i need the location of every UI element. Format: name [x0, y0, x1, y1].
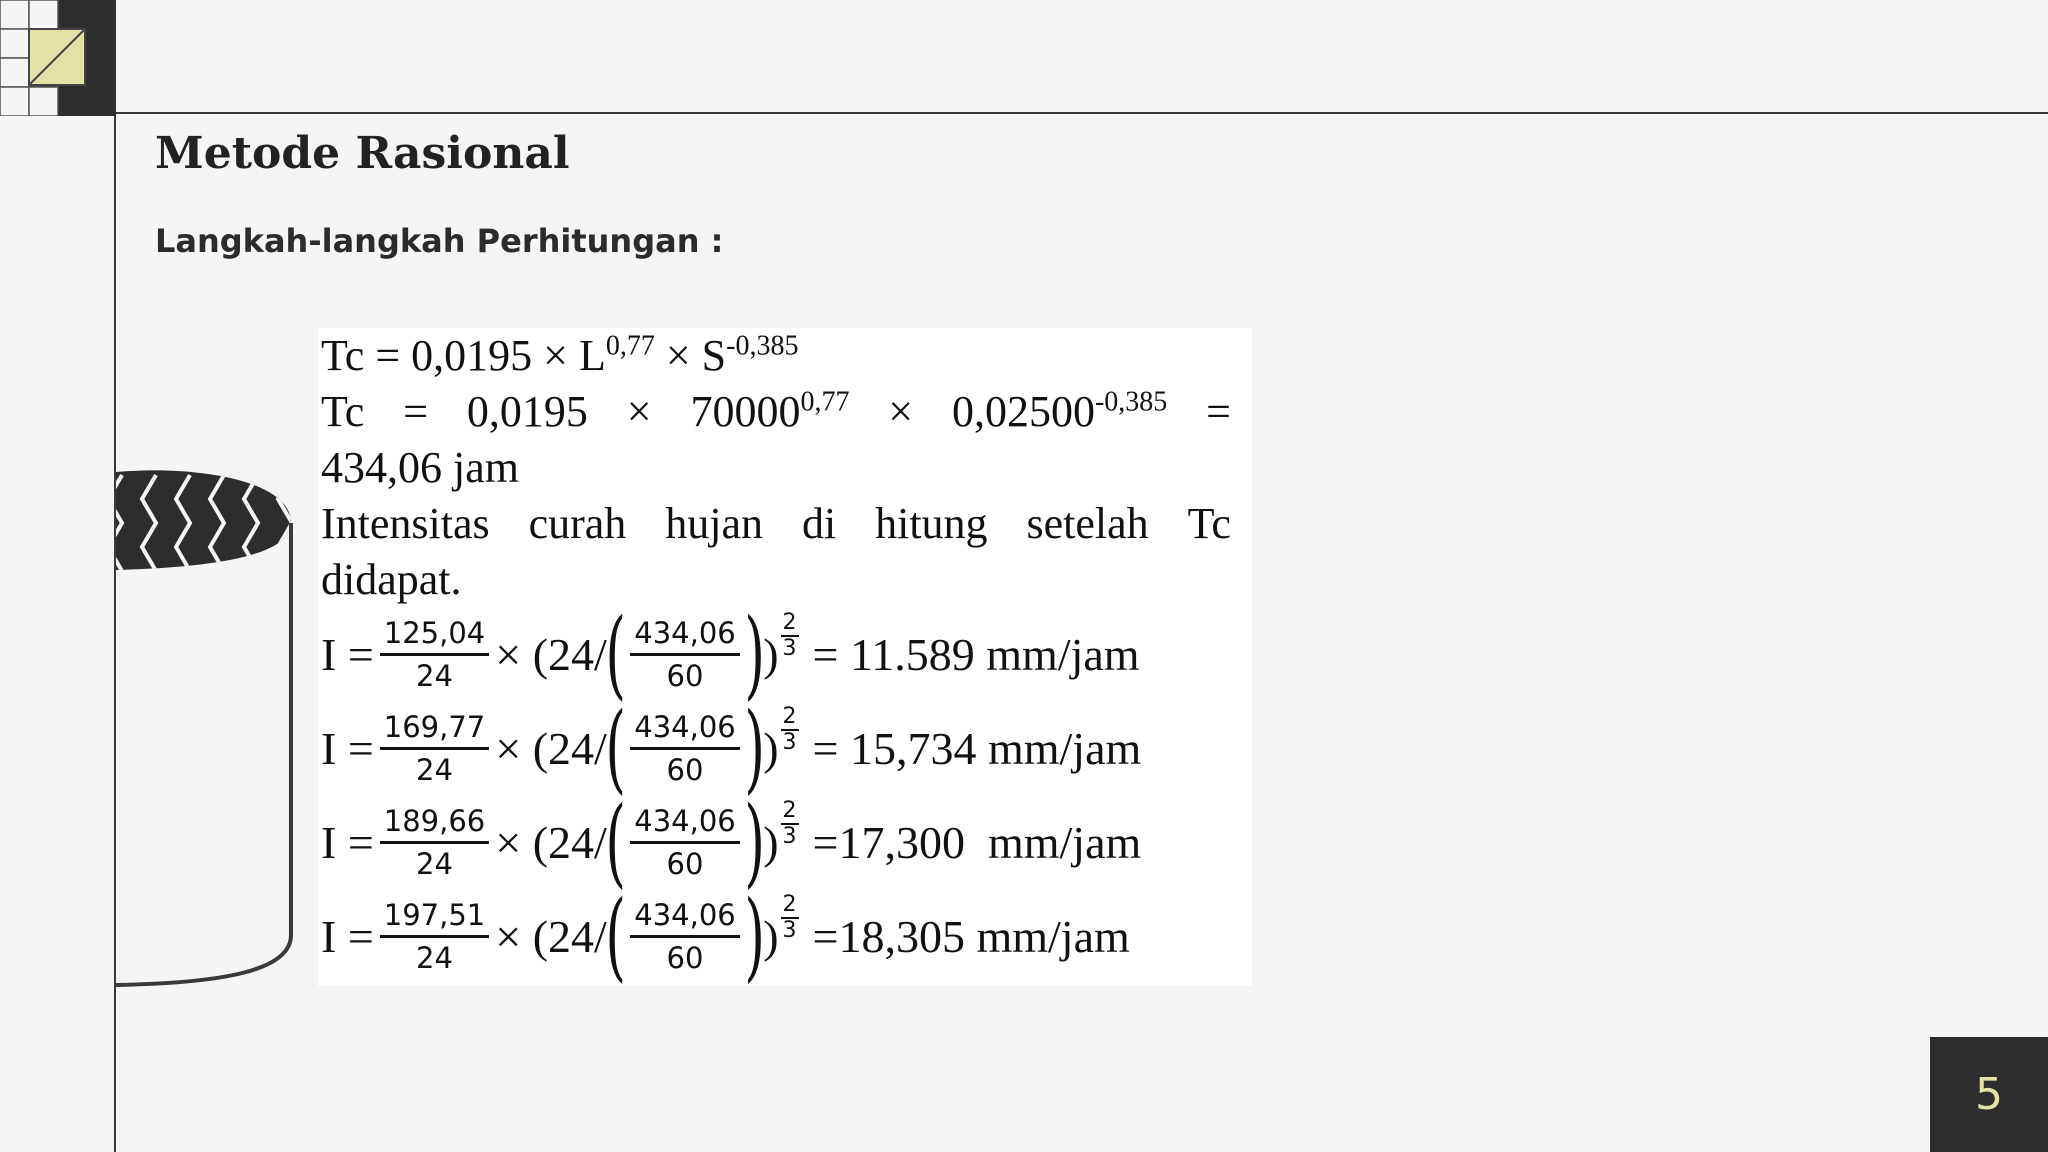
corner-decoration — [0, 0, 116, 116]
intensity-equation: I = $\frac{125,04}{24}$ × (24/ ( $\frac{434,06}{60}$ ) ) $\frac{2}{3}$ = 11.589 mm/jam — [321, 598, 1140, 710]
fraction: $\frac{125,04}{24}$ — [380, 616, 489, 693]
header-divider — [115, 112, 2048, 114]
tc-result: 434,06 jam — [321, 443, 519, 492]
fraction: $\frac{169,77}{24}$ — [380, 710, 489, 787]
cylinder-decoration-icon — [116, 465, 296, 990]
page-title: Metode Rasional — [155, 128, 570, 179]
fraction: $\frac{197,51}{24}$ — [380, 898, 489, 975]
fraction: $\frac{434,06}{60}$ — [630, 804, 739, 881]
intensity-note: Intensitas curah hujan di hitung setelah Tc — [321, 499, 1231, 548]
exponent: $\frac{2}{3}$ — [782, 798, 797, 849]
section-subtitle: Langkah-langkah Perhitungan : — [155, 222, 724, 260]
fraction: $\frac{434,06}{60}$ — [630, 710, 739, 787]
exponent: $\frac{2}{3}$ — [782, 610, 797, 661]
exponent: $\frac{2}{3}$ — [782, 704, 797, 755]
fraction: $\frac{434,06}{60}$ — [630, 616, 739, 693]
intensity-equation: I = $\frac{189,66}{24}$ × (24/ ( $\frac{434,06}{60}$ ) ) $\frac{2}{3}$ =17,300 mm/jam — [321, 786, 1142, 898]
fraction: $\frac{189,66}{24}$ — [380, 804, 489, 881]
grid-tile-icon — [0, 0, 116, 116]
intensity-note-end: didapat. — [321, 555, 462, 604]
page-number: 5 — [1930, 1037, 2048, 1152]
formula-image — [318, 328, 1252, 992]
fraction: $\frac{434,06}{60}$ — [630, 898, 739, 975]
tc-calculation: Tc = 0,0195 × 70000$^{0,77}$ × $0,02500^{-0,385}$ = — [321, 386, 1231, 436]
tc-formula: $Tc = 0,0195 \times L^{0,77} \times S^{-0,385}$ — [321, 330, 799, 380]
intensity-equation: I = $\frac{169,77}{24}$ × (24/ ( $\frac{434,06}{60}$ ) ) $\frac{2}{3}$ = 15,734 mm/jam — [321, 692, 1142, 804]
intensity-equation: I = $\frac{197,51}{24}$ × (24/ ( $\frac{434,06}{60}$ ) ) $\frac{2}{3}$ =18,305 mm/jam — [321, 880, 1130, 992]
exponent: $\frac{2}{3}$ — [782, 892, 797, 943]
